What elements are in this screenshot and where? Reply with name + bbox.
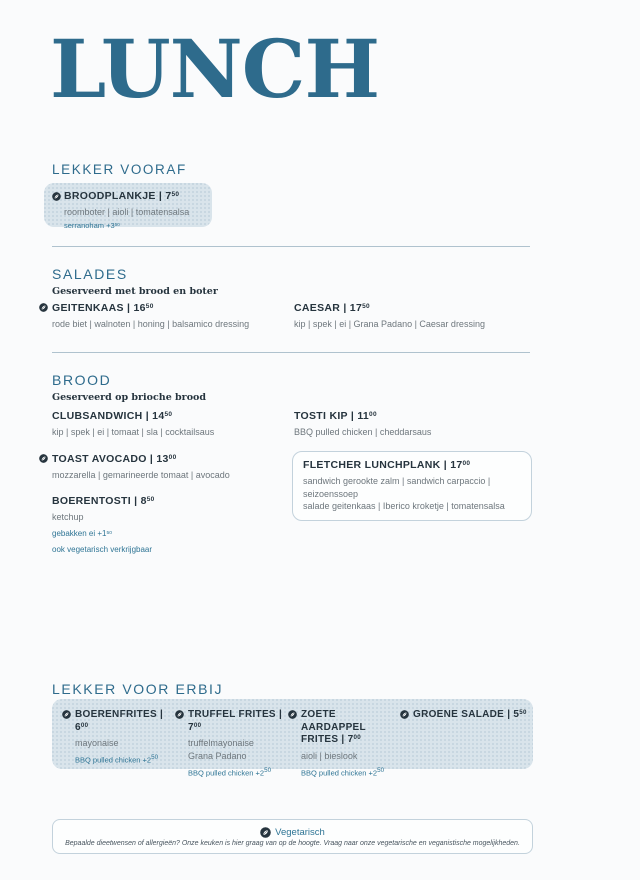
broodplankje-card	[44, 183, 212, 231]
vegetarian-icon	[39, 454, 48, 463]
menu-item-clubsandwich	[52, 410, 290, 438]
vegetarian-icon	[39, 303, 48, 312]
price-superscript: 50	[114, 222, 120, 228]
menu-item-title: GEITENKAAS | $16^{50}$	[52, 302, 154, 314]
price-superscript: 00	[369, 411, 377, 419]
section-salades	[52, 266, 218, 297]
menu-item-title: GROENE SALADE | $5^{50}$	[413, 709, 527, 720]
section-heading-vooraf: LEKKER VOORAF	[52, 162, 187, 177]
menu-item-title: BOERENFRITES | $6^{00}$	[75, 709, 164, 733]
menu-item-title: ZOETE AARDAPPEL FRITES | $7^{00}$	[301, 709, 366, 745]
menu-item-description: truffelmayonaise Grana Padano	[188, 738, 254, 762]
price-superscript: 50	[151, 754, 159, 762]
price-superscript: 00	[193, 721, 202, 729]
price-superscript: 00	[462, 460, 471, 468]
price-superscript: 50	[264, 767, 272, 775]
menu-item-extra: BBQ pulled chicken $+2^{50}$	[301, 766, 385, 778]
price-superscript: 50	[171, 191, 180, 199]
price-superscript: 50	[146, 495, 155, 503]
menu-item-title: BOERENTOSTI | $8^{50}$	[52, 494, 155, 507]
menu-item-description: roomboter | aioli | tomatensalsa	[64, 207, 190, 218]
menu-item-extra: ook vegetarisch verkrijgbaar	[52, 544, 153, 554]
menu-item-extra: serranoham $+3^{50}$	[64, 221, 120, 231]
menu-item-boerentosti	[52, 495, 290, 555]
menu-item-zoete-aardappel-frites	[288, 709, 400, 778]
vegetarian-icon	[288, 710, 297, 719]
menu-item-description: rode biet | walnoten | honing | balsamico dressing	[52, 319, 250, 330]
menu-item-truffel-frites	[175, 709, 288, 778]
vegetarian-label: Vegetarisch	[275, 826, 325, 838]
section-heading-salades: SALADES	[52, 266, 128, 282]
menu-item-extra: gebakken ei $+1^{50}$	[52, 528, 113, 538]
vegetarian-icon	[52, 192, 61, 201]
vegetarian-icon	[175, 710, 184, 719]
brood-left-column	[52, 410, 290, 568]
section-brood	[52, 372, 206, 403]
menu-item-extra: BBQ pulled chicken $+2^{50}$	[188, 767, 272, 778]
section-subtitle-brood: Geserveerd op brioche brood	[52, 392, 207, 403]
price-superscript: 50	[519, 709, 527, 717]
price-superscript: 00	[168, 454, 177, 462]
menu-item-description: ketchup	[52, 511, 84, 522]
menu-item-title: TOSTI KIP | $11^{00}$	[294, 410, 377, 422]
menu-item-toast-avocado	[52, 453, 290, 481]
erbij-card	[52, 699, 533, 778]
menu-item-geitenkaas	[52, 302, 290, 330]
section-divider	[52, 246, 530, 247]
vegetarian-icon	[62, 710, 71, 719]
vegetarian-legend	[260, 827, 325, 838]
menu-item-title: TOAST AVOCADO | $13^{00}$	[52, 453, 177, 466]
menu-item-description: mozzarella | gemarineerde tomaat | avocado	[52, 470, 230, 481]
section-heading-erbij: LEKKER VOOR ERBIJ	[52, 681, 224, 697]
menu-item-description: BBQ pulled chicken | cheddarsaus	[294, 427, 432, 438]
menu-item-groene-salade	[400, 709, 527, 778]
vegetarian-icon	[400, 710, 409, 719]
menu-item-title: CAESAR | $17^{50}$	[294, 302, 370, 314]
menu-item-description: kip | spek | ei | tomaat | sla | cocktailsaus	[52, 427, 215, 438]
menu-item-description: mayonaise	[75, 738, 119, 748]
price-superscript: 50	[164, 411, 173, 419]
section-subtitle-salades: Geserveerd met brood en boter	[52, 286, 218, 297]
menu-item-title: FLETCHER LUNCHPLANK | $17^{00}$	[303, 459, 471, 472]
page-title: LUNCH	[50, 22, 380, 116]
menu-item-tosti-kip	[294, 410, 534, 438]
price-superscript: 50	[145, 303, 154, 311]
price-superscript: 50	[106, 530, 113, 536]
price-superscript: 00	[353, 734, 361, 742]
allergy-note: Bepaalde dieetwensen of allergieën? Onze keuken is hier graag van op de hoogte. Vraag naar onze vegetarische en veganistische mogelijkheden.	[65, 839, 520, 847]
menu-item-caesar	[294, 302, 534, 330]
price-superscript: 50	[362, 303, 370, 311]
menu-item-title: CLUBSANDWICH | $14^{50}$	[52, 410, 173, 422]
price-superscript: 00	[80, 721, 89, 729]
menu-item-boerenfrites	[62, 709, 175, 778]
menu-item-description: aioli | bieslook	[301, 750, 358, 761]
brood-right-column	[294, 410, 534, 521]
vegetarian-icon	[260, 827, 271, 838]
menu-item-description: kip | spek | ei | Grana Padano | Caesar dressing	[294, 319, 485, 330]
menu-item-extra: BBQ pulled chicken $+2^{50}$	[75, 754, 159, 765]
section-divider	[52, 352, 530, 353]
section-heading-brood: BROOD	[52, 372, 112, 388]
vegetarian-note-box	[52, 819, 533, 854]
menu-item-title: TRUFFEL FRITES | $7^{00}$	[188, 709, 283, 733]
menu-item-description: sandwich gerookte zalm | sandwich carpaccio | seizoenssoep salade geitenkaas | Iberico kroketje | tomatensalsa	[303, 476, 505, 511]
menu-item-title: BROODPLANKJE | $7^{50}$	[64, 190, 180, 202]
price-superscript: 50	[377, 766, 385, 774]
menu-item-fletcher-lunchplank	[292, 451, 532, 521]
